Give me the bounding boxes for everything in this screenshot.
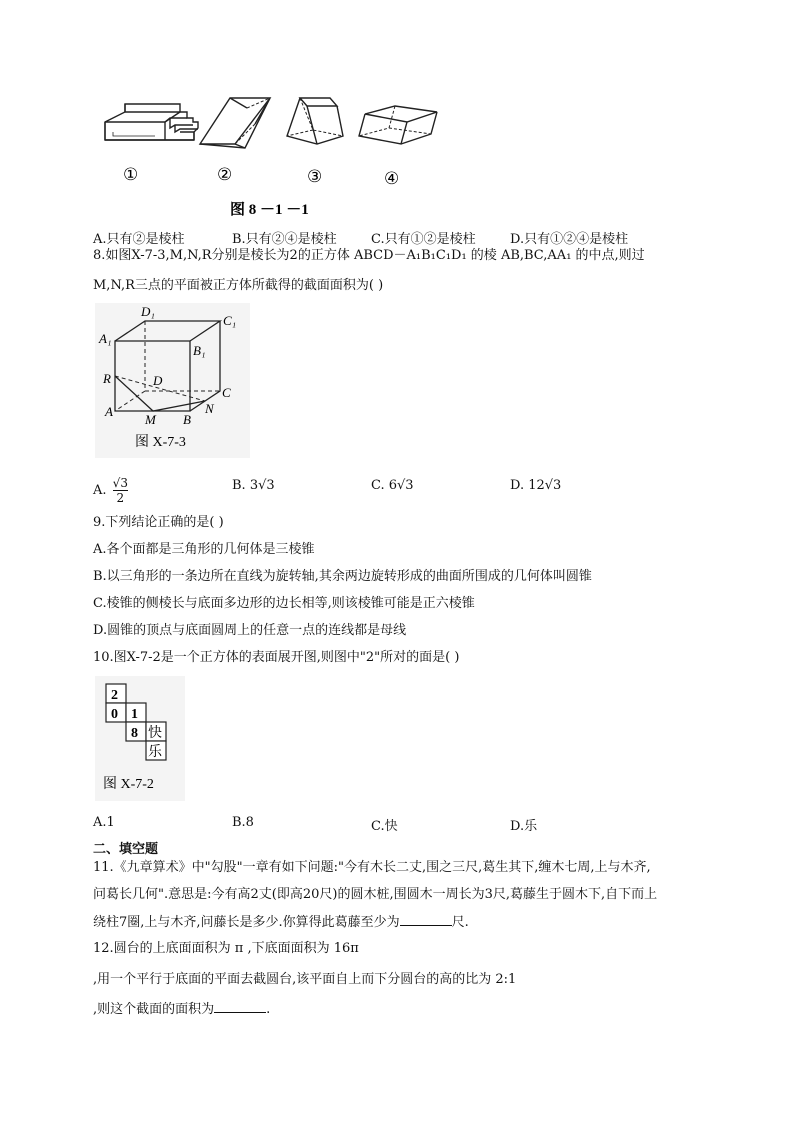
q10-option-d: D.乐 (510, 819, 538, 834)
section-title-fill-in: 二、填空题 (93, 842, 159, 857)
vertex-n: N (205, 401, 214, 416)
vertex-d: D (153, 373, 163, 388)
vertex-d1: D₁ (141, 304, 155, 319)
q9-option-d: D.圆锥的顶点与底面圆周上的任意一点的连线都是母线 (93, 623, 407, 638)
net-cell-0: 0 (111, 707, 118, 722)
figure-caption-x-7-3: 图 X-7-3 (135, 435, 186, 450)
vertex-c: C (222, 385, 231, 400)
q12-line3: ,则这个截面的面积为 . (93, 1002, 271, 1017)
frustum-solid (287, 98, 343, 144)
q12-line1: 12.圆台的上底面面积为 π ,下底面面积为 16π (93, 941, 359, 956)
q9-stem: 9.下列结论正确的是( ) (93, 515, 224, 530)
q7-option-d: D.只有①②④是棱柱 (510, 232, 629, 247)
vertex-a1: A₁ (99, 331, 112, 346)
vertex-m: M (145, 412, 156, 427)
q8-option-a-numerator: √3 (112, 476, 128, 490)
q8-option-d: D. 12√3 (510, 478, 562, 493)
vertex-b1: B₁ (193, 343, 206, 358)
q8-option-c: C. 6√3 (371, 478, 414, 493)
figure-label-2: ② (217, 165, 233, 184)
q9-option-c: C.棱锥的侧棱长与底面多边形的边长相等,则该棱锥可能是正六棱锥 (93, 596, 475, 611)
q7-option-c: C.只有①②是棱柱 (371, 232, 476, 247)
vertex-a: A (105, 404, 113, 419)
vertex-b: B (183, 412, 191, 427)
net-cell-2: 2 (111, 688, 118, 703)
figure-caption-8-1-1: 图 8 －1 －1 (230, 202, 309, 218)
q10-option-b: B.8 (232, 815, 254, 830)
q10-option-a: A.1 (93, 815, 115, 830)
vertex-c1: C₁ (223, 313, 237, 328)
q8-option-b: B. 3√3 (232, 478, 275, 493)
figure-8-1-1 (95, 92, 455, 222)
figure-label-1: ① (123, 165, 139, 184)
q10-option-c: C.快 (371, 819, 398, 834)
q11-answer-blank[interactable] (400, 913, 452, 926)
q12-answer-blank[interactable] (214, 1000, 266, 1013)
q7-option-a: A.只有②是棱柱 (93, 232, 185, 247)
q8-stem-line1: 8.如图X-7-3,M,N,R分别是棱长为2的正方体 ABCD－A₁B₁C₁D₁ 的棱 AB,BC,AA₁ 的中点,则过 (93, 248, 645, 263)
q8-stem-line2: M,N,R三点的平面被正方体所截得的截面面积为( ) (93, 278, 384, 293)
q8-option-a-denominator: 2 (116, 491, 125, 505)
net-cell-8: 8 (131, 726, 138, 741)
vertex-r: R (103, 371, 111, 386)
q11-line2: 问葛长几何".意思是:今有高2丈(即高20尺)的圆木桩,围圆木一周长为3尺,葛藤生于圆木下,自下而上 (93, 887, 658, 902)
q11-line3: 绕柱7圈,上与木齐,问藤长是多少.你算得此葛藤至少为 尺. (93, 915, 469, 930)
staircase-solid (105, 104, 198, 140)
q11-line1: 11.《九章算术》中"勾股"一章有如下问题:"今有木长二丈,围之三尺,葛生其下,缠木七周,上与木齐, (93, 860, 651, 875)
oblique-prism-solid (200, 98, 270, 148)
q9-option-b: B.以三角形的一条边所在直线为旋转轴,其余两边旋转形成的曲面所围成的几何体叫圆锥 (93, 569, 592, 584)
net-cell-kuai: 快 (148, 725, 162, 741)
net-cell-1: 1 (131, 707, 138, 722)
q7-option-b: B.只有②④是棱柱 (232, 232, 337, 247)
q10-stem: 10.图X-7-2是一个正方体的表面展开图,则图中"2"所对的面是( ) (93, 650, 460, 665)
figure-x-7-2 (95, 676, 185, 801)
figure-caption-x-7-2: 图 X-7-2 (103, 777, 154, 792)
q8-option-a: A. $\frac{√3}{2}$ (93, 476, 128, 505)
figure-label-3: ③ (307, 167, 323, 186)
q9-option-a: A.各个面都是三角形的几何体是三棱锥 (93, 542, 315, 557)
figure-label-4: ④ (384, 169, 400, 188)
slanted-prism-solid (359, 106, 437, 144)
net-cell-le: 乐 (148, 744, 162, 760)
q12-line2: ,用一个平行于底面的平面去截圆台,该平面自上而下分圆台的高的比为 2:1 (93, 972, 517, 987)
figure-x-7-3 (95, 303, 250, 458)
